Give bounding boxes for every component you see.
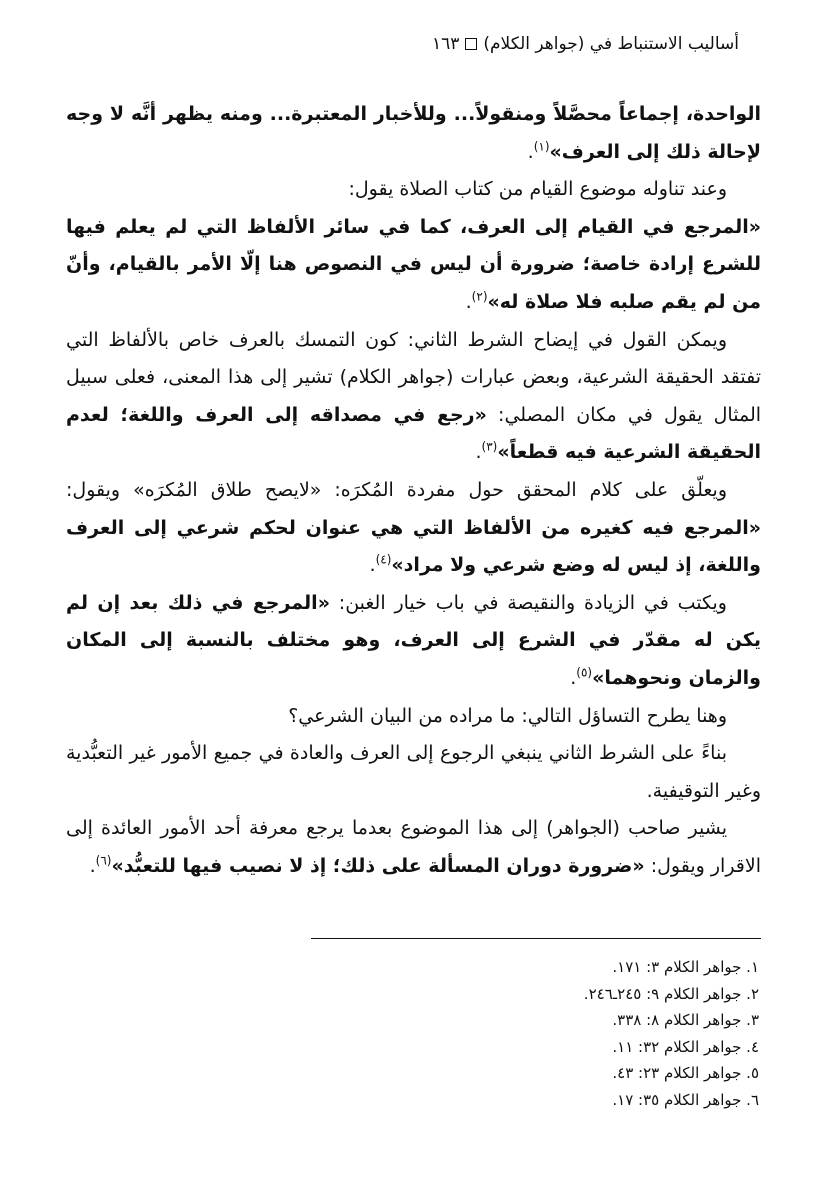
paragraph [66, 171, 761, 209]
paragraph-text: ويكتب في الزيادة والنقيصة في باب خيار الغبن: [329, 591, 727, 614]
paragraph-text: . [475, 441, 482, 464]
quoted-text: الواحدة، إجماعاً محصَّلاً ومنقولاً... وللأخبار المعتبرة... ومنه يظهر أنَّه لا وجه لإحالة ذلك إلى العرف» [66, 103, 761, 163]
footnote-reference: (٤) [375, 552, 392, 567]
paragraph [66, 472, 761, 585]
paragraph-text: ويمكن القول في إيضاح الشرط الثاني: كون التمسك بالعرف خاص بالألفاظ التي تفتقد الحقيقة الشرعية، وبعض عبارات (جواهر الكلام) تشير إلى هذا المعنى، فعلى سبيل المثال يقول في مكان المصلي: [66, 328, 762, 426]
quoted-text: «ضرورة دوران المسألة على ذلك؛ إذ لا نصيب فيها للتعبُّد» [111, 854, 645, 877]
paragraph-text: وهنا يطرح التساؤل التالي: ما مراده من البيان الشرعي؟ [288, 704, 727, 727]
running-header [431, 32, 739, 56]
footnote-reference: (٢) [471, 289, 488, 304]
footnote-reference: (٣) [481, 440, 498, 455]
footnote-item: ٤. جواهر الكلام ٣٢: ١١. [612, 1037, 759, 1056]
quoted-text: «المرجع في القيام إلى العرف، كما في سائر الألفاظ التي لم يعلم فيها للشرع إرادة خاصة؛ ضرورة أن ليس في النصوص هنا إلّا الأمر بالقيام، وأنّ من لم يقم صلبه فلا صلاة له» [66, 215, 761, 313]
footnote-item: ٥. جواهر الكلام ٢٣: ٤٣. [612, 1064, 759, 1083]
paragraph [66, 698, 761, 736]
page-number: ١٦٣ [431, 34, 460, 54]
footnote-reference: (١) [533, 139, 550, 154]
paragraph-text: ويعلّق على كلام المحقق حول مفردة المُكرَه: «لايصح طلاق المُكرَه» ويقول: [66, 478, 727, 501]
footnote-item: ١. جواهر الكلام ٣: ١٧١. [612, 958, 759, 976]
footnotes-list [300, 954, 759, 1114]
paragraph [66, 96, 761, 171]
paragraph-text: . [527, 140, 534, 163]
quoted-text: «رجع في مصداقه إلى العرف واللغة؛ لعدم الحقيقة الشرعية فيه قطعاً» [66, 403, 761, 464]
quoted-text: «المرجع فيه كغيره من الألفاظ التي هي عنوان لحكم شرعي إلى العرف واللغة، إذ ليس له وضع شرعي ولا مراد» [66, 516, 761, 577]
header-title: أساليب الاستنباط في (جواهر الكلام) [483, 34, 739, 54]
paragraph [66, 322, 761, 472]
paragraph [66, 810, 761, 885]
footnote-item: ٦. جواهر الكلام ٣٥: ١٧. [612, 1090, 759, 1109]
paragraph-text: بناءً على الشرط الثاني ينبغي الرجوع إلى العرف والعادة في جميع الأمور غير التعبُّدية وغير التوقيفية. [66, 742, 761, 802]
footnote-item: ٣. جواهر الكلام ٨: ٣٣٨. [612, 1011, 759, 1030]
square-separator-icon [465, 38, 477, 50]
paragraph-text: يشير صاحب (الجواهر) إلى هذا الموضوع بعدما يرجع معرفة أحد الأمور العائدة إلى الاقرار ويقول: [66, 817, 761, 877]
paragraph-text: . [465, 290, 472, 313]
body-text [66, 96, 761, 885]
footnote-reference: (٦) [95, 853, 112, 868]
footnote-divider [311, 938, 761, 939]
paragraph [66, 209, 761, 322]
paragraph [66, 735, 761, 810]
paragraph [66, 585, 761, 698]
paragraph-text: وعند تناوله موضوع القيام من كتاب الصلاة يقول: [348, 178, 727, 201]
paragraph-text: . [89, 854, 96, 877]
quoted-text: «المرجع في ذلك بعد إن لم يكن له مقدّر في الشرع إلى العرف، وهو مختلف بالنسبة إلى المكان والزمان ونحوهما» [66, 591, 761, 689]
footnote-item: ٢. جواهر الكلام ٩: ٢٤٥ـ٢٤٦. [583, 984, 759, 1003]
footnote-reference: (٥) [576, 665, 593, 680]
paragraph-text: . [570, 666, 577, 689]
paragraph-text: . [369, 554, 376, 577]
